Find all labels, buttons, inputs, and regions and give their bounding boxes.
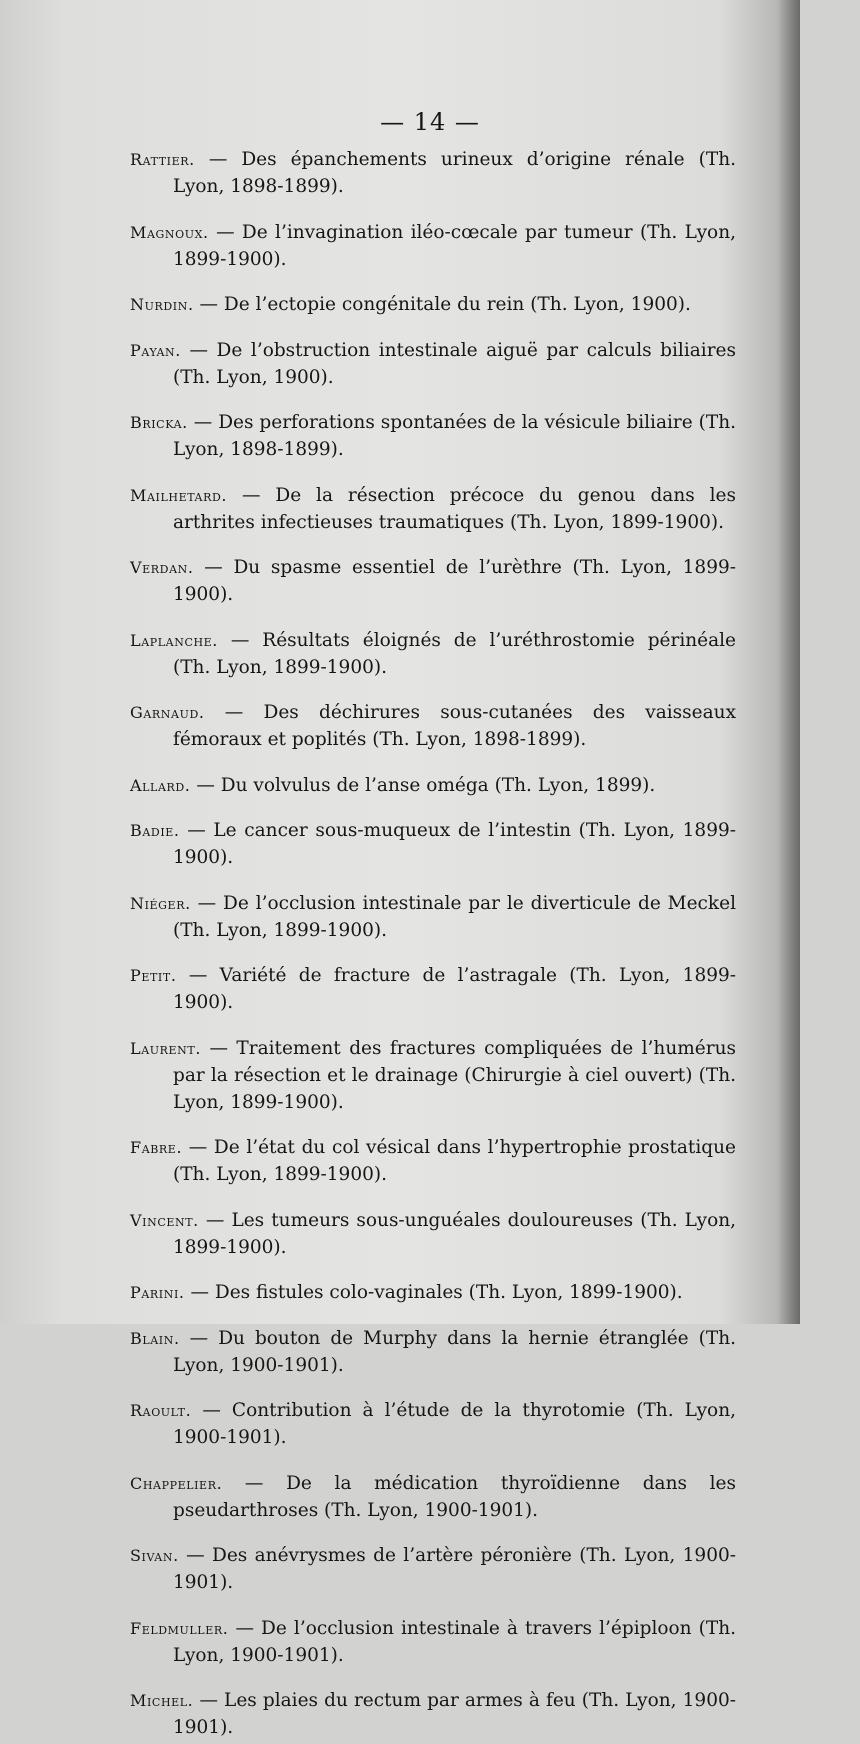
list-entry bbox=[130, 1542, 736, 1596]
entry-text: — Des déchirures sous-cutanées des vaisseaux fémoraux et poplités (Th. Lyon, 1898-1899). bbox=[173, 702, 736, 750]
author-name: Parini. bbox=[130, 1283, 185, 1302]
entry-text: — Résultats éloignés de l’uréthrostomie périnéale (Th. Lyon, 1899-1900). bbox=[173, 629, 736, 678]
author-name: Magnoux. bbox=[130, 222, 209, 242]
list-entry bbox=[130, 1325, 736, 1379]
entry-text: — De l’ectopie congénitale du rein (Th. Lyon, 1900). bbox=[193, 294, 691, 315]
author-name: Feldmuller. bbox=[130, 1618, 229, 1638]
author-name: Laplanche. bbox=[130, 630, 218, 650]
entry-text: — De la résection précoce du genou dans les arthrites infectieuses traumatiques (Th. Lyon, 1899-1900). bbox=[173, 484, 736, 533]
list-entry bbox=[130, 627, 736, 681]
list-entry bbox=[130, 337, 736, 391]
entry-text: — Contribution à l’étude de la thyrotomie (Th. Lyon, 1900-1901). bbox=[173, 1400, 736, 1448]
author-name: Allard. bbox=[130, 775, 191, 795]
author-name: Blain. bbox=[130, 1328, 180, 1348]
list-entry bbox=[130, 409, 736, 463]
author-name: Payan. bbox=[130, 340, 181, 360]
entry-text: — Des fistules colo-vaginales (Th. Lyon, 1899-1900). bbox=[184, 1282, 683, 1303]
author-name: Petit. bbox=[130, 966, 177, 985]
list-entry bbox=[130, 1470, 736, 1524]
author-name: Michel. bbox=[130, 1691, 194, 1710]
thesis-list bbox=[130, 146, 736, 1744]
list-entry bbox=[130, 1279, 736, 1306]
author-name: Verdan. bbox=[130, 558, 194, 577]
list-entry bbox=[130, 1035, 736, 1116]
entry-text: — De l’occlusion intestinale par le diverticule de Meckel (Th. Lyon, 1899-1900). bbox=[173, 892, 736, 941]
list-entry bbox=[130, 482, 736, 536]
entry-text: — Du volvulus de l’anse oméga (Th. Lyon, 1899). bbox=[190, 774, 656, 796]
author-name: Chappelier. bbox=[130, 1473, 223, 1493]
list-entry bbox=[130, 1687, 736, 1741]
entry-text: — De la médication thyroïdienne dans les pseudarthroses (Th. Lyon, 1900-1901). bbox=[173, 1472, 736, 1521]
entry-text: — Les tumeurs sous-unguéales douloureuses (Th. Lyon, 1899-1900). bbox=[173, 1209, 736, 1258]
list-entry bbox=[130, 554, 736, 608]
author-name: Vincent. bbox=[130, 1210, 199, 1230]
list-entry bbox=[130, 962, 736, 1016]
author-name: Bricka. bbox=[130, 413, 188, 432]
entry-text: — De l’occlusion intestinale à travers l’épiploon (Th. Lyon, 1900-1901). bbox=[173, 1617, 736, 1666]
list-entry bbox=[130, 1615, 736, 1669]
entry-text: — De l’état du col vésical dans l’hypertrophie prostatique (Th. Lyon, 1899-1900). bbox=[173, 1137, 736, 1185]
author-name: Niéger. bbox=[130, 893, 191, 913]
list-entry bbox=[130, 1134, 736, 1188]
author-name: Nurdin. bbox=[130, 295, 194, 314]
list-entry bbox=[130, 1207, 736, 1261]
author-name: Garnaud. bbox=[130, 703, 205, 722]
list-entry bbox=[130, 772, 736, 799]
author-name: Mailhetard. bbox=[130, 485, 228, 505]
list-entry bbox=[130, 699, 736, 753]
list-entry bbox=[130, 291, 736, 318]
author-name: Fabre. bbox=[130, 1138, 183, 1157]
page-number: — 14 — bbox=[380, 108, 480, 136]
author-name: Sivan. bbox=[130, 1546, 179, 1565]
entry-text: — De l’invagination iléo-cœcale par tumeur (Th. Lyon, 1899-1900). bbox=[173, 221, 736, 270]
entry-text: — Variété de fracture de l’astragale (Th. Lyon, 1899-1900). bbox=[173, 965, 736, 1013]
list-entry bbox=[130, 890, 736, 944]
author-name: Laurent. bbox=[130, 1038, 201, 1058]
page-edge-shadow bbox=[778, 0, 800, 1324]
list-entry bbox=[130, 219, 736, 273]
entry-text: — Des perforations spontanées de la vésicule biliaire (Th. Lyon, 1898-1899). bbox=[173, 412, 736, 460]
entry-text: — Le cancer sous-muqueux de l’intestin (Th. Lyon, 1899-1900). bbox=[173, 820, 736, 868]
entry-text: — Traitement des fractures compliquées de l’humérus par la résection et le drainage (Chirurgie à ciel ouvert) (Th. Lyon, 1899-1900). bbox=[173, 1037, 736, 1113]
entry-text: — De l’obstruction intestinale aiguë par calculs biliaires (Th. Lyon, 1900). bbox=[173, 339, 736, 388]
entry-text: — Du bouton de Murphy dans la hernie étranglée (Th. Lyon, 1900-1901). bbox=[173, 1327, 736, 1376]
entry-text: — Du spasme essentiel de l’urèthre (Th. Lyon, 1899-1900). bbox=[173, 557, 736, 605]
author-name: Raoult. bbox=[130, 1401, 192, 1420]
entry-text: — Les plaies du rectum par armes à feu (Th. Lyon, 1900-1901). bbox=[173, 1690, 736, 1738]
author-name: Rattier. bbox=[130, 150, 195, 169]
list-entry bbox=[130, 1397, 736, 1451]
list-entry bbox=[130, 146, 736, 200]
list-entry bbox=[130, 817, 736, 871]
author-name: Badie. bbox=[130, 821, 180, 840]
entry-text: — Des anévrysmes de l’artère péronière (Th. Lyon, 1900-1901). bbox=[173, 1545, 736, 1593]
entry-text: — Des épanchements urineux d’origine rénale (Th. Lyon, 1898-1899). bbox=[173, 149, 736, 197]
